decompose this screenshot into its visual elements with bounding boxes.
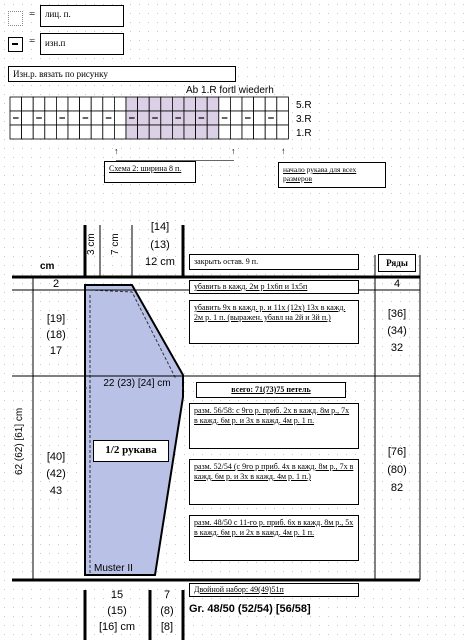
right-bottom-value-3: 82 [390,482,404,494]
left-bottom-value-3: 43 [49,485,63,497]
legend-equals-1: = [29,8,36,20]
left-mid-value-2: (18) [46,329,66,341]
chart-title: Ab 1.R fortl wiederh [186,85,274,96]
left-mid-value-1: [19] [46,313,66,325]
sleeve-start-note: начало рукава для всех размеров [278,162,386,188]
header-width-13: (13) [150,239,170,251]
sleeve-width-label: 22 (23) [24] cm [92,378,182,389]
chart-row-label-3: 3.R [296,114,312,125]
total-height-label: 62 (62) [61] cm [14,407,25,475]
decrease-mid-note: убавить 9х в кажд. р. и 11х (12х) 13х в кажд. 2м р. 1 п. (выражен. убавл на 2й и 3й п.) [189,300,359,344]
header-width-12: 12 cm [145,256,175,268]
header-3cm: 3 cm [86,233,97,255]
right-bottom-value-2: (80) [387,464,407,476]
size-48-note: разм. 48/50 с 11-го р. приб. 6х в кажд. 8м р., 5х в кажд. 6м р. и 2х в кажд. 4м р. 1 п. [189,515,359,561]
footer-width-2: (15) [107,605,127,617]
left-mid-value-3: 17 [49,345,63,357]
right-bottom-value-1: [76] [387,446,407,458]
right-mid-value-2: (34) [387,325,407,337]
arrow-up-right: ↑ [231,146,236,156]
pattern-label: Muster II [94,563,133,574]
decrease-top-note: убавить в кажд. 2м р 1х6п и 1х5п [189,280,359,294]
scheme-2-label: Схема 2: ширина 8 п. [104,161,196,183]
right-mid-value-1: [36] [387,308,407,320]
footer-rows-1: 7 [163,589,171,601]
footer-width-3: [16] cm [98,621,136,633]
right-top-value: 4 [393,278,401,290]
footer-rows-2: (8) [160,605,174,617]
left-top-value: 2 [52,278,60,290]
wrong-side-note: Изн.р. вязать по рисунку [8,66,236,82]
left-bottom-value-2: (42) [46,468,66,480]
right-mid-value-3: 32 [390,342,404,354]
cm-label: cm [40,261,55,272]
half-sleeve-shape [85,285,183,575]
legend-purl-label: изн.п [40,33,124,55]
arrow-up-left: ↑ [114,146,119,156]
chart-row-label-5: 5.R [296,100,312,111]
cast-on-note: Двойной набор: 49(49)51п [189,583,359,597]
size-56-note: разм. 56/58: с 9го р. приб. 2х в кажд. 8м р., 7х в кажд. 6м р. и 3х в кажд. 4м р. 1 п. [189,403,359,449]
legend-equals-2: = [29,35,36,47]
footer-width-1: 15 [110,589,124,601]
header-width-14: [14] [150,221,170,233]
total-stitches-note: всего: 71(73)75 петель [196,382,346,398]
size-52-note: разм. 52/54 (с 9го р приб. 4х в кажд. 8м р., 7х в кажд. 6м р. и 3х в кажд. 4м р. 1 п.) [189,459,359,505]
legend-knit-label: лиц. п. [40,5,124,27]
sizes-label: Gr. 48/50 (52/54) [56/58] [189,603,311,615]
rows-label: Ряды [378,254,416,272]
half-sleeve-label: 1/2 рукава [93,440,169,462]
arrow-up-start: ↑ [281,146,286,156]
chart-row-label-1: 1.R [296,128,312,139]
cast-off-note: закрыть остав. 9 п. [189,254,359,270]
footer-rows-3: [8] [160,621,174,633]
left-bottom-value-1: [40] [46,451,66,463]
header-7cm: 7 cm [110,233,121,255]
